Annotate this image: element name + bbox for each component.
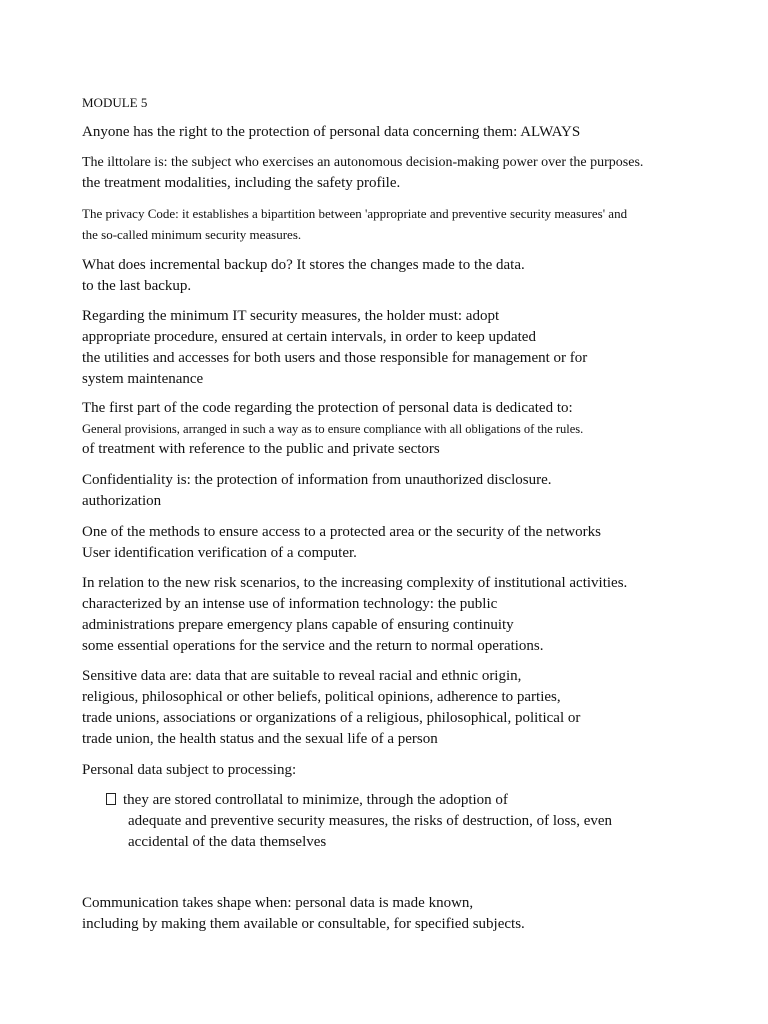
text-line: Communication takes shape when: personal data is made known,: [82, 895, 474, 911]
text-line: Sensitive data are: data that are suitable to reveal racial and ethnic origin,: [82, 668, 522, 684]
bullet-text: they are stored controllatal to minimize, through the adoption of: [123, 792, 508, 808]
text-line: system maintenance: [82, 371, 204, 387]
paragraph-access-methods: [82, 522, 601, 564]
text-line: In relation to the new risk scenarios, to the increasing complexity of institutional activities.: [82, 575, 628, 591]
text-line: The privacy Code: it establishes a bipartition between 'appropriate and preventive security measures' and: [82, 206, 628, 221]
text-line: The first part of the code regarding the protection of personal data is dedicated to:: [82, 400, 573, 416]
text-line: User identification verification of a computer.: [82, 545, 357, 561]
text-line: appropriate procedure, ensured at certain intervals, in order to keep updated: [82, 329, 536, 345]
text-line: One of the methods to ensure access to a protected area or the security of the networks: [82, 524, 601, 540]
text-line: Regarding the minimum IT security measures, the holder must: adopt: [82, 308, 500, 324]
text-line: including by making them available or consultable, for specified subjects.: [82, 916, 525, 932]
paragraph-code-first-part: [82, 398, 583, 460]
text-line: authorization: [82, 493, 162, 509]
text-line: Anyone has the right to the protection of personal data concerning them: ALWAYS: [82, 124, 581, 140]
text-line: Personal data subject to processing:: [82, 762, 297, 778]
paragraph-sensitive-data: [82, 666, 580, 750]
paragraph-emergency-plans: [82, 573, 627, 657]
text-line: administrations prepare emergency plans capable of ensuring continuity: [82, 617, 514, 633]
text-line: accidental of the data themselves: [128, 834, 327, 850]
paragraph-right-to-protection: [82, 122, 580, 143]
paragraph-communication: [82, 893, 525, 935]
paragraph-personal-data-processing: [82, 760, 296, 781]
paragraph-incremental-backup: [82, 255, 525, 297]
text-line: What does incremental backup do? It stores the changes made to the data.: [82, 257, 525, 273]
text-line: the so-called minimum security measures.: [82, 227, 302, 242]
text-line: of treatment with reference to the public and private sectors: [82, 441, 440, 457]
text-line: trade union, the health status and the sexual life of a person: [82, 731, 438, 747]
text-line: General provisions, arranged in such a way as to ensure compliance with all obligations of the rules.: [82, 422, 584, 436]
bullet-item: [106, 790, 508, 811]
bullet-box-icon: [106, 793, 116, 805]
bullet-continuation: [128, 811, 612, 853]
paragraph-privacy-code: [82, 203, 627, 245]
text-line: the utilities and accesses for both users and those responsible for management or for: [82, 350, 588, 366]
text-line: the treatment modalities, including the safety profile.: [82, 175, 401, 191]
text-line: to the last backup.: [82, 278, 192, 294]
text-line: some essential operations for the service and the return to normal operations.: [82, 638, 544, 654]
text-line: Confidentiality is: the protection of information from unauthorized disclosure.: [82, 472, 552, 488]
text-line: trade unions, associations or organizations of a religious, philosophical, political or: [82, 710, 581, 726]
module-heading: MODULE 5: [82, 95, 148, 110]
text-line: religious, philosophical or other beliefs, political opinions, adherence to parties,: [82, 689, 561, 705]
text-line: characterized by an intense use of information technology: the public: [82, 596, 498, 612]
paragraph-minimum-security-measures: [82, 306, 587, 390]
paragraph-data-controller: [82, 152, 643, 194]
text-line: adequate and preventive security measures, the risks of destruction, of loss, even: [128, 813, 613, 829]
paragraph-confidentiality: [82, 470, 551, 512]
text-line: The ilttolare is: the subject who exercises an autonomous decision-making power over the purposes.: [82, 155, 644, 170]
